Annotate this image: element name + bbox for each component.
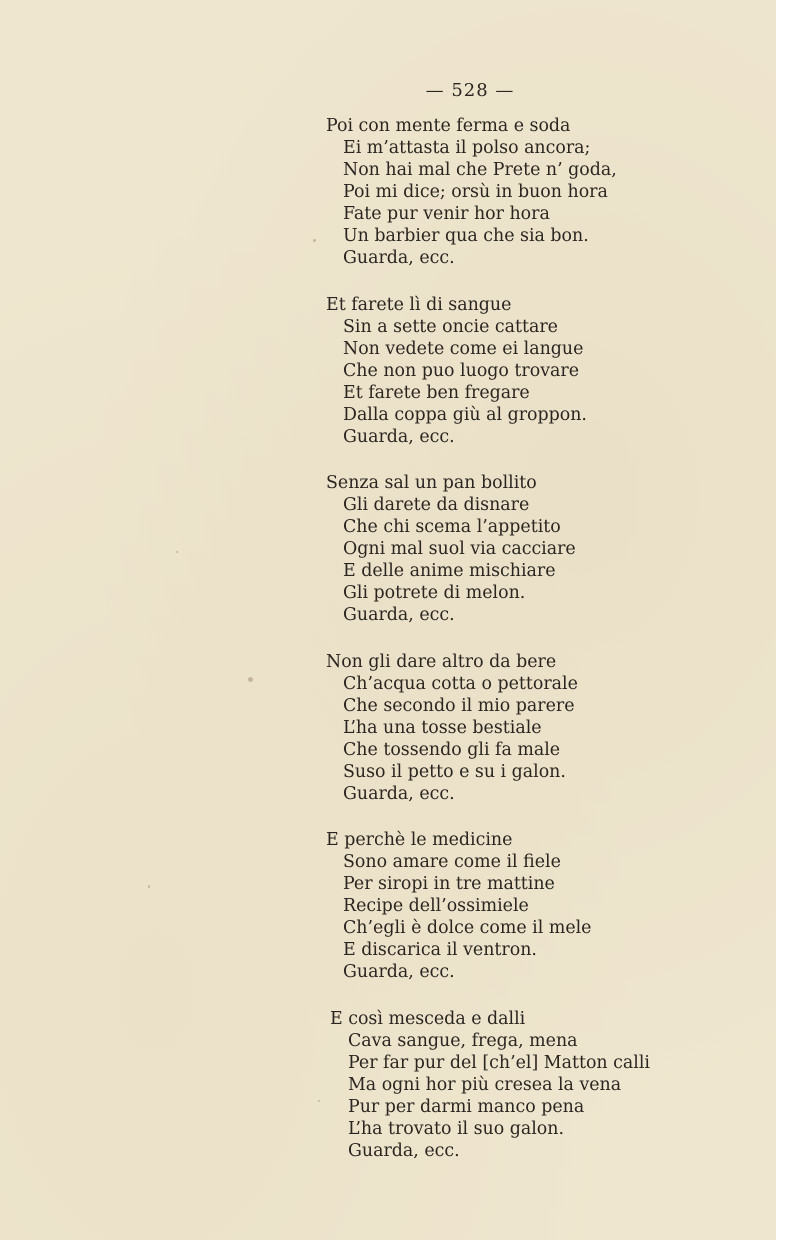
refrain-line: Guarda, ecc. (343, 783, 455, 804)
verse-line: E delle anime mischiare (343, 561, 556, 581)
verse-line: Recipe dell’ossimiele (343, 896, 529, 916)
verse-line: Ei m’attasta il polso ancora; (343, 138, 591, 158)
verse-line: Cava sangue, frega, mena (348, 1030, 578, 1051)
refrain-line: Guarda, ecc. (343, 605, 455, 625)
verse-line: Poi mi dice; orsù in buon hora (343, 182, 608, 202)
verse-line: Non hai mal che Prete n’ goda, (343, 160, 617, 180)
refrain-line: Guarda, ecc. (343, 248, 455, 268)
verse-line: Dalla coppa giù al groppon. (343, 404, 587, 425)
stanza-first-line: Senza sal un pan bollito (326, 473, 537, 493)
verse-line: L’ha trovato il suo galon. (348, 1118, 564, 1139)
verse-line: Gli potrete di melon. (343, 583, 526, 603)
verse-line: Et farete ben fregare (343, 382, 530, 403)
stanza (326, 829, 766, 983)
verse-line: Ch’acqua cotta o pettorale (343, 673, 578, 694)
verse-line: Che chi scema l’appetito (343, 517, 561, 537)
verse-line: Ch’egli è dolce come il mele (343, 918, 592, 938)
verse-line: Che tossendo gli fa male (343, 739, 561, 760)
paper-speck (313, 239, 316, 242)
verse-line: Per far pur del [ch’el] Matton calli (348, 1052, 650, 1073)
verse-line: Che non puo luogo trovare (343, 360, 579, 381)
stanza-first-line: E perchè le medicine (326, 830, 513, 850)
stanza-first-line: Et farete lì di sangue (326, 294, 512, 315)
paper-speck (248, 677, 253, 682)
stanza (326, 651, 766, 805)
stanza (326, 472, 766, 626)
stanza-first-line: Non gli dare altro da bere (326, 651, 557, 672)
verse-line: Che secondo il mio parere (343, 695, 575, 716)
verse-line: Ma ogni hor più cresea la vena (348, 1074, 622, 1095)
refrain-line: Guarda, ecc. (348, 1140, 460, 1161)
verse-line: Gli darete da disnare (343, 495, 530, 515)
stanza (326, 1008, 766, 1162)
stanza-first-line: E così mesceda e dalli (330, 1008, 526, 1029)
poem (326, 115, 766, 1186)
paper-speck (148, 885, 150, 888)
verse-line: L’ha una tosse bestiale (343, 717, 542, 738)
verse-line: Suso il petto e su i galon. (343, 761, 566, 782)
verse-line: Fate pur venir hor hora (343, 204, 550, 224)
verse-line: Non vedete come ei langue (343, 338, 584, 359)
refrain-line: Guarda, ecc. (343, 962, 455, 982)
paper-speck (176, 551, 178, 553)
page-number: — 528 — (425, 80, 515, 101)
verse-line: E discarica il ventron. (343, 940, 537, 960)
verse-line: Sin a sette oncie cattare (343, 316, 558, 337)
stanza-first-line: Poi con mente ferma e soda (326, 116, 571, 136)
verse-line: Sono amare come il fiele (343, 852, 561, 872)
paper-speck (318, 1100, 320, 1102)
stanza (326, 115, 766, 269)
refrain-line: Guarda, ecc. (343, 426, 455, 447)
verse-line: Per siropi in tre mattine (343, 874, 555, 894)
verse-line: Pur per darmi manco pena (348, 1096, 585, 1117)
verse-line: Ogni mal suol via cacciare (343, 539, 576, 559)
stanza (326, 294, 766, 448)
verse-line: Un barbier qua che sia bon. (343, 226, 589, 246)
